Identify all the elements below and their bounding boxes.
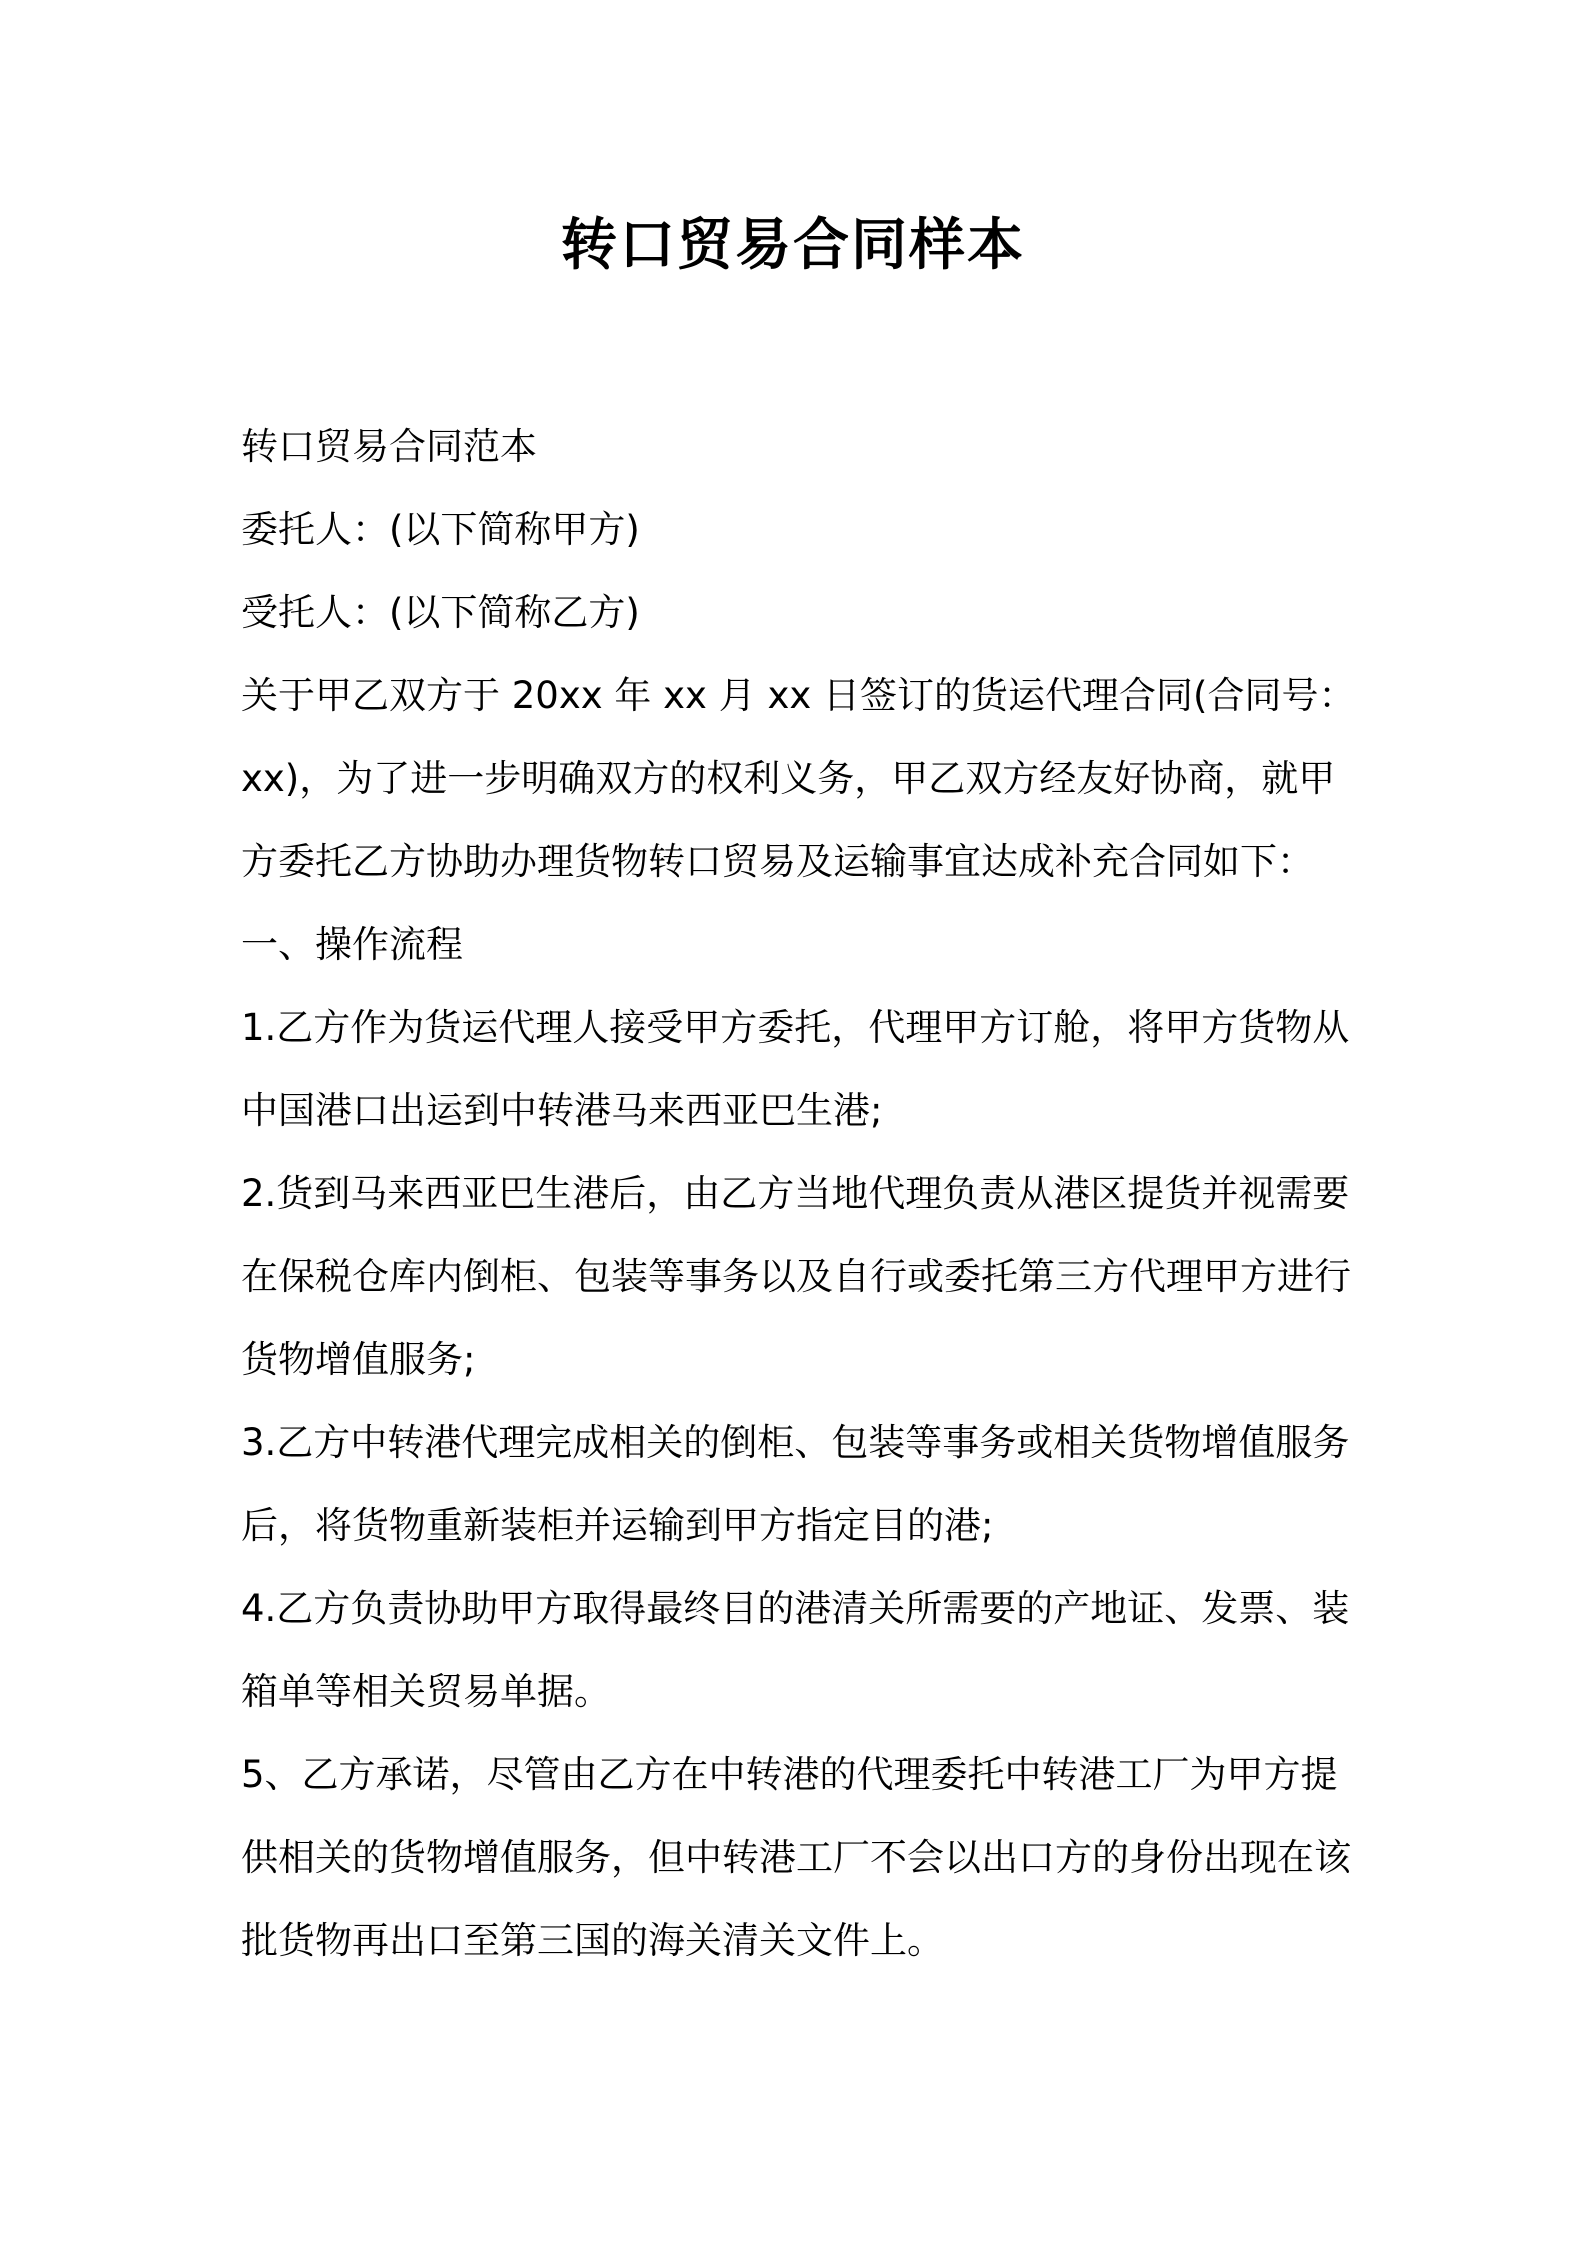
text-line: 箱单等相关贸易单据。 bbox=[241, 1670, 611, 1713]
document-title: 转口贸易合同样本 bbox=[561, 213, 1025, 278]
text-line: 方委托乙方协助办理货物转口贸易及运输事宜达成补充合同如下： bbox=[241, 840, 1314, 883]
text-line: 中国港口出运到中转港马来西亚巴生港; bbox=[241, 1089, 883, 1132]
text-line: 在保税仓库内倒柜、包装等事务以及自行或委托第三方代理甲方进行 bbox=[241, 1255, 1351, 1298]
text-line: 5、乙方承诺，尽管由乙方在中转港的代理委托中转港工厂为甲方提 bbox=[241, 1753, 1338, 1796]
text-line: 4.乙方负责协助甲方取得最终目的港清关所需要的产地证、发票、装 bbox=[241, 1587, 1350, 1630]
text-line: 批货物再出口至第三国的海关清关文件上。 bbox=[241, 1919, 944, 1962]
text-line: 委托人：(以下简称甲方) bbox=[241, 508, 640, 551]
text-line: 1.乙方作为货运代理人接受甲方委托，代理甲方订舱，将甲方货物从 bbox=[241, 1006, 1350, 1049]
text-line: xx)，为了进一步明确双方的权利义务，甲乙双方经友好协商，就甲 bbox=[241, 757, 1336, 800]
text-line: 2.货到马来西亚巴生港后，由乙方当地代理负责从港区提货并视需要 bbox=[241, 1172, 1350, 1215]
text-line: 货物增值服务; bbox=[241, 1338, 476, 1381]
text-line: 受托人：(以下简称乙方) bbox=[241, 591, 640, 634]
text-line: 3.乙方中转港代理完成相关的倒柜、包装等事务或相关货物增值服务 bbox=[241, 1421, 1350, 1464]
text-line: 关于甲乙双方于 20xx 年 xx 月 xx 日签订的货运代理合同(合同号： bbox=[241, 674, 1356, 717]
text-line: 供相关的货物增值服务，但中转港工厂不会以出口方的身份出现在该 bbox=[241, 1836, 1351, 1879]
text-line: 转口贸易合同范本 bbox=[241, 425, 537, 468]
section-heading: 一、操作流程 bbox=[241, 923, 463, 966]
text-line: 后，将货物重新装柜并运输到甲方指定目的港; bbox=[241, 1504, 994, 1547]
document-body bbox=[241, 405, 1361, 1982]
